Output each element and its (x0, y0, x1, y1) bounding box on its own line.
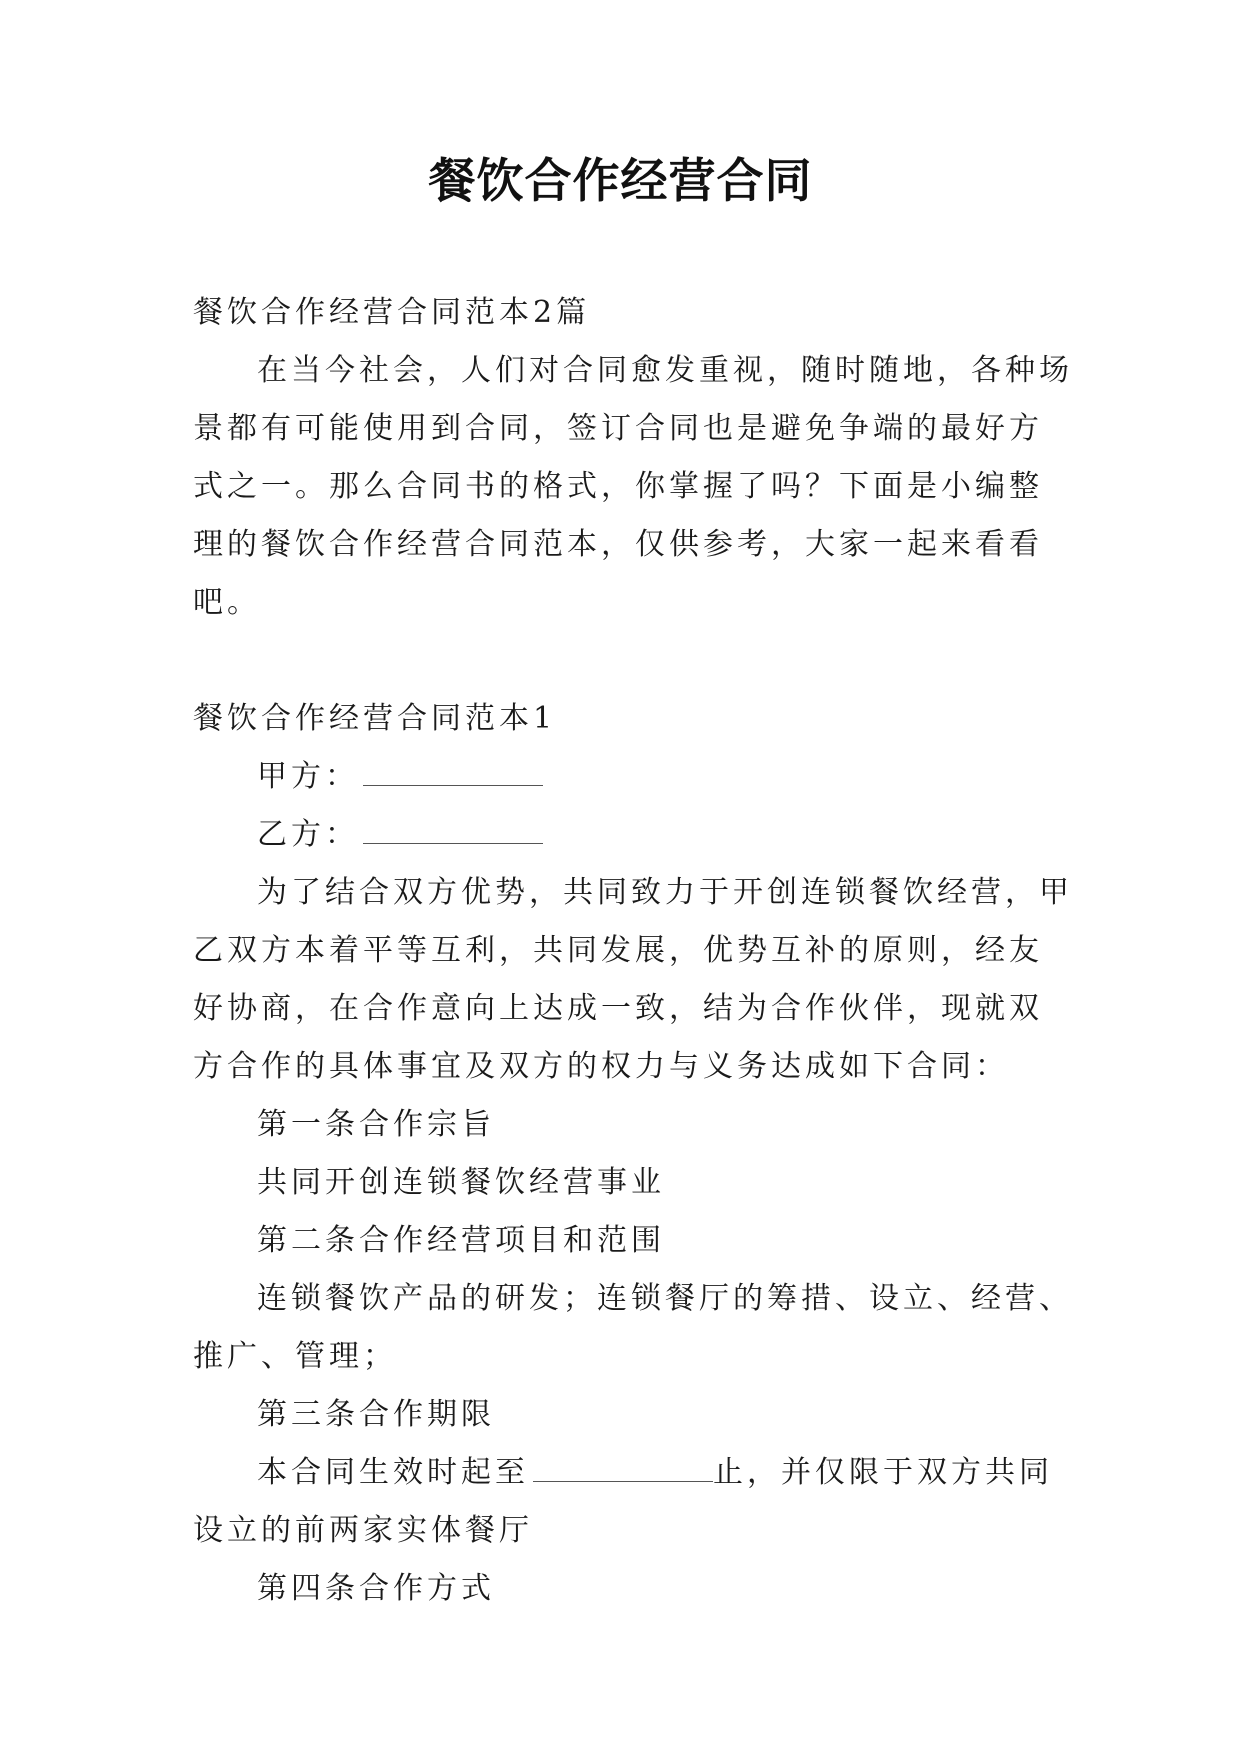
party-a-label: 甲方： (257, 759, 359, 794)
party-b-label: 乙方： (257, 817, 359, 852)
paragraph-gap (193, 632, 1073, 690)
party-b-line (193, 806, 1073, 864)
article2-title: 第二条合作经营项目和范围 (257, 1223, 665, 1258)
party-b-blank (363, 817, 543, 844)
party-a-blank (363, 759, 543, 786)
article3-body-post: 止，并仅限于双方共同设立的前两家实体餐厅 (193, 1455, 1053, 1548)
term-end-blank (533, 1455, 713, 1482)
party-a-line (193, 748, 1073, 806)
document-subtitle: 餐饮合作经营合同范本2篇 (193, 295, 591, 330)
article4-title: 第四条合作方式 (257, 1571, 495, 1606)
article3-body (193, 1444, 1073, 1560)
article3-body-pre: 本合同生效时起至 (257, 1455, 529, 1490)
article3-title: 第三条合作期限 (257, 1397, 495, 1432)
article1-title: 第一条合作宗旨 (257, 1107, 495, 1142)
article2-body: 连锁餐饮产品的研发；连锁餐厅的筹措、设立、经营、推广、管理； (193, 1281, 1073, 1374)
document-body (193, 284, 1073, 1618)
article1-body: 共同开创连锁餐饮经营事业 (257, 1165, 665, 1200)
section1-heading: 餐饮合作经营合同范本1 (193, 701, 557, 736)
preamble-paragraph: 为了结合双方优势，共同致力于开创连锁餐饮经营，甲乙双方本着平等互利，共同发展，优势互补的原则，经友好协商，在合作意向上达成一致，结为合作伙伴，现就双方合作的具体事宜及双方的权力与义务达成如下合同： (193, 875, 1073, 1084)
document-title: 餐饮合作经营合同 (428, 154, 813, 209)
intro-paragraph: 在当今社会，人们对合同愈发重视，随时随地，各种场景都有可能使用到合同，签订合同也是避免争端的最好方式之一。那么合同书的格式，你掌握了吗？下面是小编整理的餐饮合作经营合同范本，仅供参考，大家一起来看看吧。 (193, 353, 1073, 620)
